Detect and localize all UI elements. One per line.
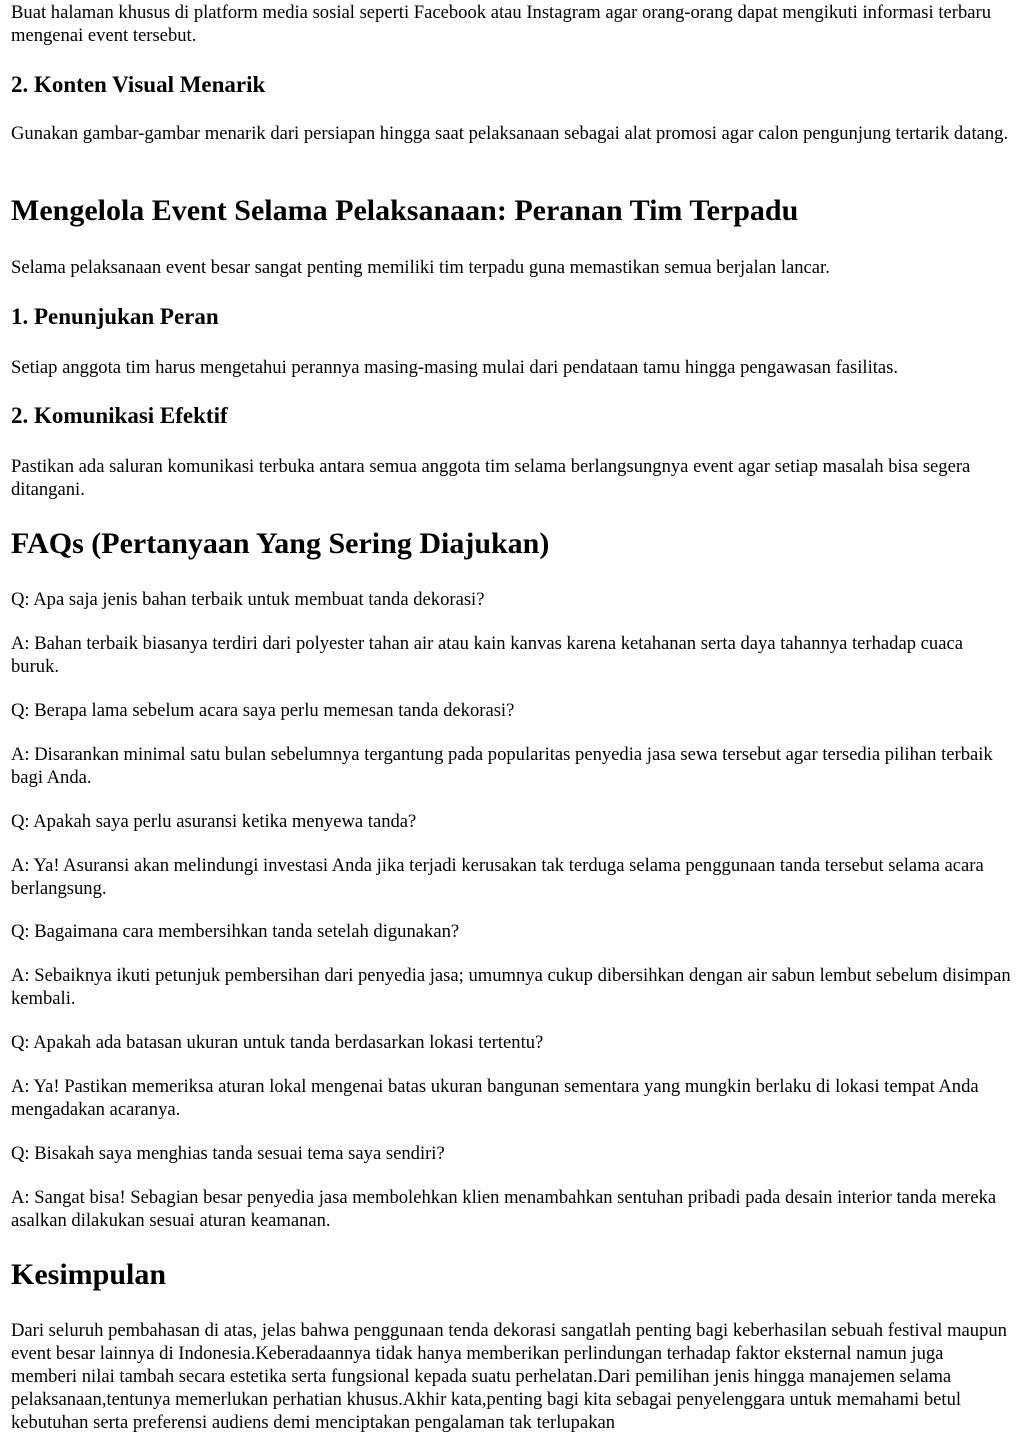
body-roles: Setiap anggota tim harus mengetahui perannya masing-masing mulai dari pendataan tamu hingga pengawasan fasilitas. [11, 357, 899, 378]
faq-answer: A: Bahan terbaik biasanya terdiri dari polyester tahan air atau kain kanvas karena ketahanan serta daya tahannya terhadap cuaca buruk. [11, 633, 963, 677]
faq-answer: A: Sangat bisa! Sebagian besar penyedia jasa membolehkan klien menambahkan sentuhan pribadi pada desain interior tanda mereka asalkan dilakukan sesuai aturan keamanan. [11, 1187, 997, 1231]
conclusion-body: Dari seluruh pembahasan di atas, jelas bahwa penggunaan tenda dekorasi sangatlah penting bagi keberhasilan sebuah festival maupun event besar lainnya di Indonesia.Keberadaannya tidak hanya memberikan perlindungan terhadap faktor eksternal namun juga memberi nilai tambah secara estetika serta fungsional kepada suatu perhelatan.Dari pemilihan jenis hingga manajemen selama pelaksanaan,tentunya memerlukan perhatian khusus.Akhir kata,penting bagi kita sebagai penyelenggara untuk memahami betul kebutuhan serta preferensi audiens demi menciptakan pengalaman tak terlupakan [11, 1320, 1007, 1433]
body-communication: Pastikan ada saluran komunikasi terbuka antara semua anggota tim selama berlangsungnya event agar setiap masalah bisa segera ditangani. [11, 456, 971, 500]
faq-answer: A: Disarankan minimal satu bulan sebelumnya tergantung pada popularitas penyedia jasa sewa tersebut agar tersedia pilihan terbaik bagi Anda. [11, 744, 993, 788]
intro-paragraph: Buat halaman khusus di platform media sosial seperti Facebook atau Instagram agar orang-orang dapat mengikuti informasi terbaru mengenai event tersebut. [11, 2, 992, 46]
faq-question: Q: Apakah saya perlu asuransi ketika menyewa tanda? [11, 811, 417, 832]
section-body-visual: Gunakan gambar-gambar menarik dari persiapan hingga saat pelaksanaan sebagai alat promosi agar calon pengunjung tertarik datang. [11, 123, 1009, 144]
section-heading-manage: Mengelola Event Selama Pelaksanaan: Peranan Tim Terpadu [11, 194, 799, 227]
conclusion-heading: Kesimpulan [11, 1258, 167, 1291]
faq-heading: FAQs (Pertanyaan Yang Sering Diajukan) [11, 527, 550, 560]
faq-answer: A: Ya! Pastikan memeriksa aturan lokal mengenai batas ukuran bangunan sementara yang mungkin berlaku di lokasi tempat Anda mengadakan acaranya. [11, 1076, 979, 1120]
section-heading-visual: 2. Konten Visual Menarik [11, 72, 266, 97]
faq-question: Q: Bisakah saya menghias tanda sesuai tema saya sendiri? [11, 1143, 445, 1164]
subheading-communication: 2. Komunikasi Efektif [11, 403, 228, 428]
subheading-roles: 1. Penunjukan Peran [11, 304, 219, 329]
faq-question: Q: Berapa lama sebelum acara saya perlu memesan tanda dekorasi? [11, 700, 515, 721]
faq-answer: A: Ya! Asuransi akan melindungi investasi Anda jika terjadi kerusakan tak terduga selama penggunaan tanda tersebut selama acara berlangsung. [11, 855, 984, 899]
faq-question: Q: Apa saja jenis bahan terbaik untuk membuat tanda dekorasi? [11, 589, 485, 610]
faq-question: Q: Apakah ada batasan ukuran untuk tanda berdasarkan lokasi tertentu? [11, 1032, 544, 1053]
faq-question: Q: Bagaimana cara membersihkan tanda setelah digunakan? [11, 921, 460, 942]
section-intro-manage: Selama pelaksanaan event besar sangat penting memiliki tim terpadu guna memastikan semua berjalan lancar. [11, 257, 830, 278]
faq-answer: A: Sebaiknya ikuti petunjuk pembersihan dari penyedia jasa; umumnya cukup dibersihkan dengan air sabun lembut sebelum disimpan kembali. [11, 965, 1011, 1009]
